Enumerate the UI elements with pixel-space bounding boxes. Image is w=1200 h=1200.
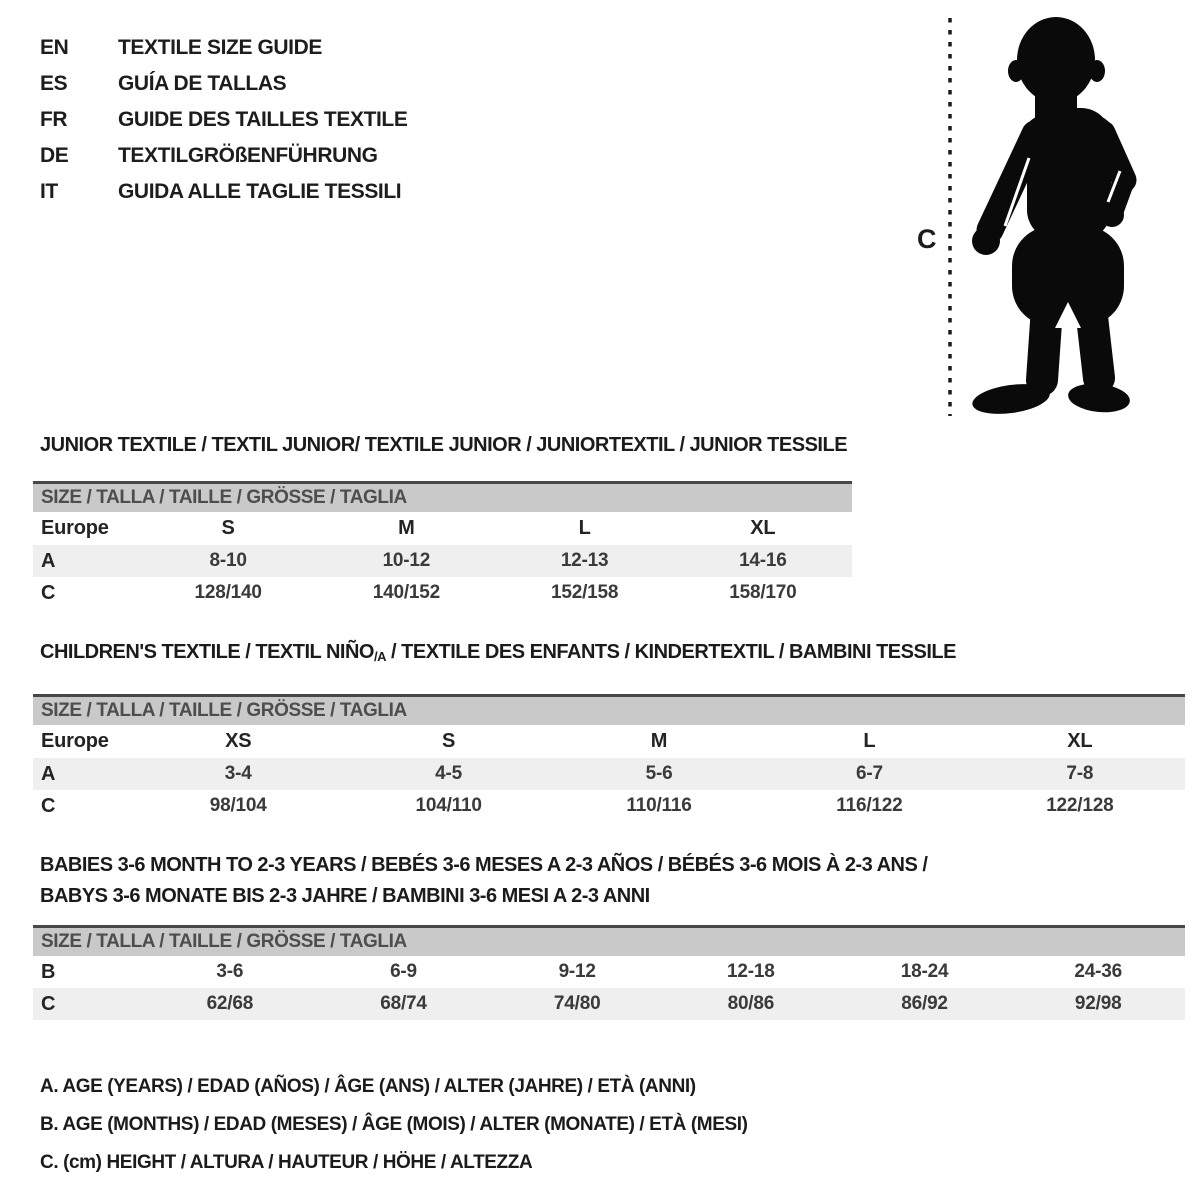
table-value: 12-18 [727, 961, 775, 982]
table-value: 158/170 [729, 582, 797, 603]
children-heading-text: / TEXTILE DES ENFANTS / KINDERTEXTIL / BAMBINI TESSILE [385, 641, 956, 663]
table-value: 3-6 [216, 961, 244, 982]
children-columns-row [33, 725, 1185, 758]
table-value: 7-8 [1066, 763, 1094, 784]
title-language-list [40, 30, 407, 210]
region-label: Europe [41, 517, 109, 539]
table-value: 10-12 [382, 550, 431, 571]
table-value: 18-24 [900, 961, 949, 982]
lang-code: IT [40, 180, 58, 203]
table-value: 122/128 [1046, 795, 1114, 816]
table-value: 116/122 [836, 795, 903, 816]
guide-title: GUIDA ALLE TAGLIE TESSILI [118, 180, 402, 203]
children-heading-text: CHILDREN'S TEXTILE / TEXTIL NIÑO [40, 641, 374, 663]
measurement-figure [895, 8, 1145, 425]
table-value: 152/158 [550, 582, 619, 603]
babies-section-heading [40, 850, 927, 912]
table-value: 8-10 [209, 550, 247, 571]
title-row-en [40, 30, 407, 66]
children-size-table [33, 694, 1185, 822]
table-value: 68/74 [380, 993, 427, 1014]
table-value: 12-13 [560, 550, 609, 571]
height-measure-label: C [917, 224, 937, 254]
size-header-bar [33, 694, 1185, 725]
table-value: 98/104 [209, 795, 267, 816]
column-header: S [442, 730, 456, 752]
column-header: XS [225, 730, 252, 752]
table-value: 5-6 [645, 763, 673, 784]
table-value: 62/68 [206, 993, 254, 1014]
size-header-label: SIZE / TALLA / TAILLE / GRÖSSE / TAGLIA [41, 487, 407, 508]
table-value: 140/152 [372, 582, 441, 603]
row-label: A [41, 762, 56, 785]
babies-size-table [33, 925, 1185, 1020]
column-header: L [863, 730, 876, 752]
babies-heading-line2: BABYS 3-6 MONATE BIS 2-3 JAHRE / BAMBINI 3-6 MESI A 2-3 ANNI [40, 885, 650, 907]
table-value: 3-4 [224, 763, 252, 784]
legend [40, 1068, 748, 1182]
row-label: C [41, 992, 56, 1015]
guide-title: GUÍA DE TALLAS [118, 72, 287, 95]
junior-row-age [33, 545, 852, 577]
children-section-heading [40, 641, 956, 664]
column-header: XL [1067, 730, 1093, 752]
title-row-es [40, 66, 407, 102]
table-value: 74/80 [553, 993, 601, 1014]
size-header-label: SIZE / TALLA / TAILLE / GRÖSSE / TAGLIA [41, 931, 407, 952]
children-heading-sub: /A [373, 649, 386, 664]
table-value: 6-9 [390, 961, 417, 982]
lang-code: EN [40, 36, 69, 59]
legend-line-a: A. AGE (YEARS) / EDAD (AÑOS) / ÂGE (ANS) / ALTER (JAHRE) / ETÀ (ANNI) [40, 1076, 696, 1097]
column-header: XL [750, 517, 776, 539]
legend-line-c: C. (cm) HEIGHT / ALTURA / HAUTEUR / HÖHE / ALTEZZA [40, 1152, 533, 1173]
table-value: 24-36 [1074, 961, 1122, 982]
lang-code: ES [40, 72, 68, 95]
toddler-silhouette-icon [970, 17, 1131, 418]
size-header-bar [33, 925, 1185, 956]
lang-code: DE [40, 144, 69, 167]
babies-row-height [33, 988, 1185, 1020]
table-value: 6-7 [855, 763, 883, 784]
guide-title: GUIDE DES TAILLES TEXTILE [118, 108, 408, 131]
column-header: M [398, 517, 415, 539]
guide-title: TEXTILE SIZE GUIDE [118, 36, 322, 59]
guide-title: TEXTILGRÖßENFÜHRUNG [118, 144, 378, 167]
row-label: B [41, 960, 56, 983]
column-header: M [650, 730, 668, 752]
junior-heading-text: JUNIOR TEXTILE / TEXTIL JUNIOR/ TEXTILE JUNIOR / JUNIORTEXTIL / JUNIOR TESSILE [40, 434, 848, 456]
babies-row-months [33, 956, 1185, 988]
babies-heading-line1: BABIES 3-6 MONTH TO 2-3 YEARS / BEBÉS 3-6 MESES A 2-3 AÑOS / BÉBÉS 3-6 MOIS À 2-3 ANS / [40, 854, 928, 876]
column-header: S [221, 517, 235, 539]
table-value: 92/98 [1074, 993, 1122, 1014]
table-value: 110/116 [626, 795, 692, 816]
size-header-bar [33, 481, 852, 512]
title-row-de [40, 138, 407, 174]
row-label: C [41, 581, 56, 604]
table-value: 14-16 [739, 550, 787, 571]
row-label: A [41, 549, 56, 572]
junior-section-heading [40, 434, 847, 457]
region-label: Europe [41, 730, 109, 752]
table-value: 80/86 [727, 993, 775, 1014]
title-row-fr [40, 102, 407, 138]
table-value: 86/92 [901, 993, 948, 1014]
junior-size-table [33, 481, 852, 609]
legend-line-b: B. AGE (MONTHS) / EDAD (MESES) / ÂGE (MOIS) / ALTER (MONATE) / ETÀ (MESI) [40, 1114, 748, 1135]
table-value: 104/110 [415, 795, 482, 816]
table-value: 4-5 [435, 763, 463, 784]
title-row-it [40, 174, 407, 210]
junior-row-height [33, 577, 852, 609]
table-value: 9-12 [558, 961, 596, 982]
children-row-height [33, 790, 1185, 822]
lang-code: FR [40, 108, 68, 131]
junior-columns-row [33, 512, 852, 545]
column-header: L [578, 517, 591, 539]
children-row-age [33, 758, 1185, 790]
size-header-label: SIZE / TALLA / TAILLE / GRÖSSE / TAGLIA [41, 700, 407, 721]
table-value: 128/140 [194, 582, 262, 603]
row-label: C [41, 794, 56, 817]
